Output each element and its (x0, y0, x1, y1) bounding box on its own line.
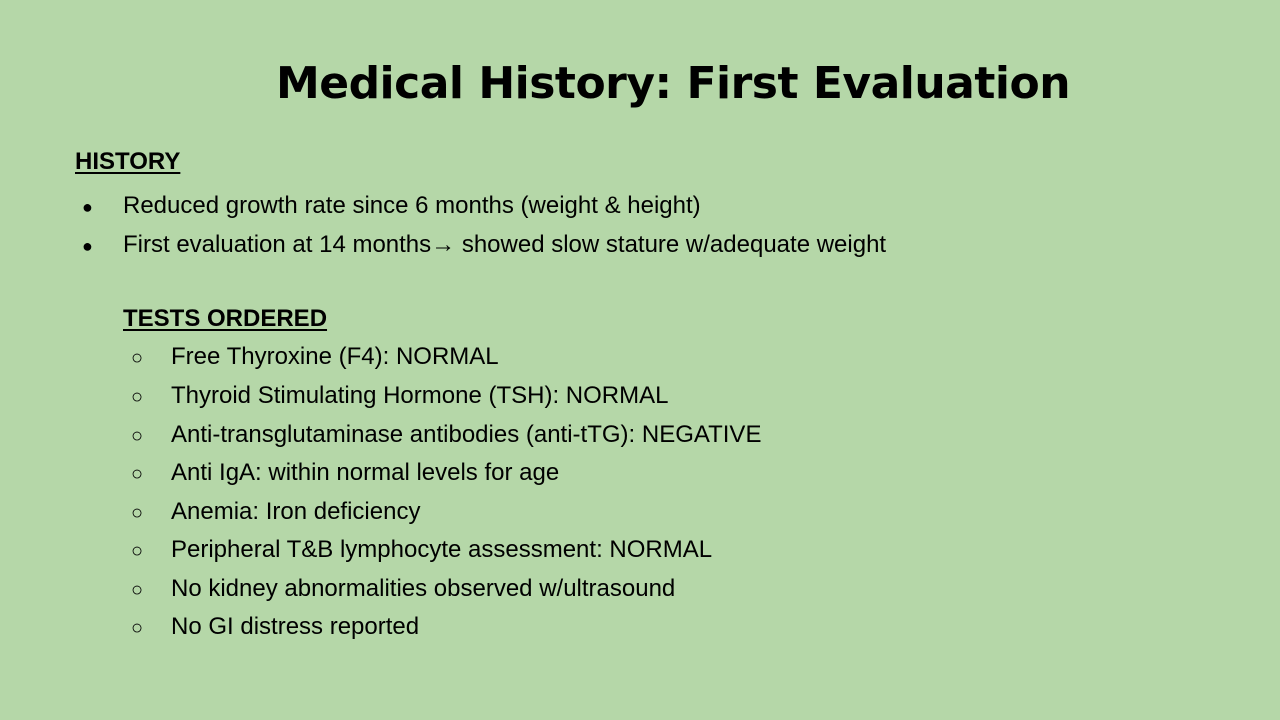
circle-bullet-marker: ○ (131, 347, 144, 369)
test-item-text: No kidney abnormalities observed w/ultrasound (171, 575, 676, 602)
circle-bullet-marker: ○ (131, 540, 144, 562)
circle-bullet-marker: ○ (131, 502, 144, 524)
circle-bullet-marker: ○ (131, 463, 144, 485)
history-heading: HISTORY (75, 148, 181, 175)
test-item-text: Free Thyroxine (F4): NORMAL (171, 343, 499, 370)
tests-heading: TESTS ORDERED (123, 305, 328, 332)
test-item-text: Anti-transglutaminase antibodies (anti-tTG): NEGATIVE (171, 421, 762, 448)
bullet-marker: ● (82, 197, 93, 217)
circle-bullet-marker: ○ (131, 386, 144, 408)
history-item-text: First evaluation at 14 months→ showed slow stature w/adequate weight (123, 231, 887, 258)
test-item-text: No GI distress reported (171, 613, 420, 640)
test-item-text: Anti IgA: within normal levels for age (171, 459, 560, 486)
test-item-text: Thyroid Stimulating Hormone (TSH): NORMAL (171, 382, 669, 409)
test-item-text: Anemia: Iron deficiency (171, 498, 421, 525)
slide-title: Medical History: First Evaluation (275, 58, 1071, 109)
circle-bullet-marker: ○ (131, 617, 144, 639)
bullet-marker: ● (82, 236, 93, 256)
history-item-text: Reduced growth rate since 6 months (weight & height) (123, 192, 701, 219)
circle-bullet-marker: ○ (131, 425, 144, 447)
circle-bullet-marker: ○ (131, 579, 144, 601)
test-item-text: Peripheral T&B lymphocyte assessment: NORMAL (171, 536, 713, 563)
